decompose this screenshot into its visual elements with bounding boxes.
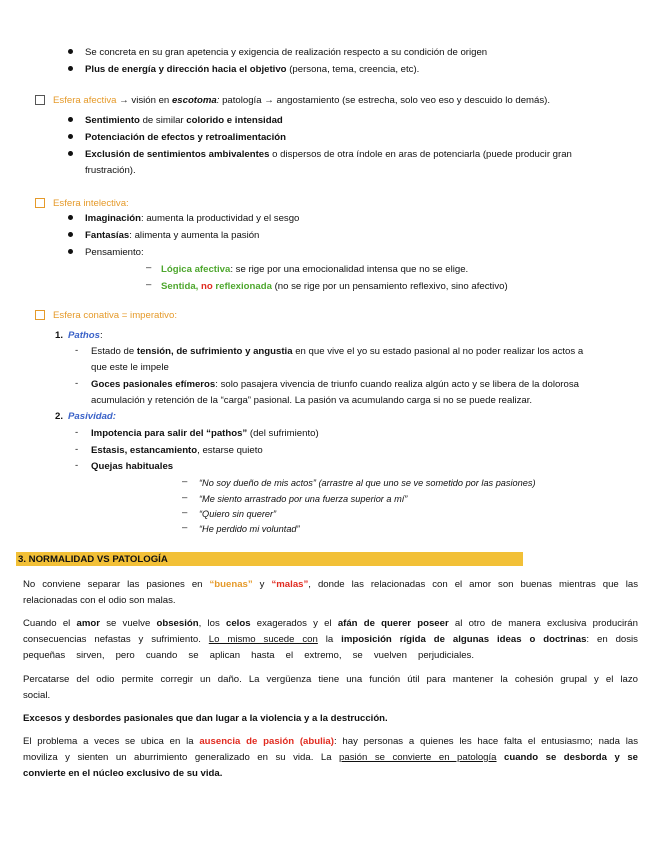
- quote-item: “No soy dueño de mis actos” (arrastre al que uno se ve sometido por las pasiones): [199, 478, 536, 488]
- sub-list-item-continuation: acumulación y retención de la “carga” pasional. La pasión va acumulando carga si no se puede realizar.: [91, 395, 533, 406]
- bullet-icon: [68, 151, 73, 156]
- bullet-icon: [68, 134, 73, 139]
- paragraph-line: convierte en el núcleo exclusivo de su vida.: [23, 768, 223, 779]
- dash-icon: -: [75, 345, 79, 356]
- paragraph: Cuando el amor se vuelve obsesión, los celos exagerados y el afán de querer poseer al otro de manera exclusiva producirán: [23, 618, 638, 629]
- numbered-marker: 1.: [55, 330, 64, 341]
- dash-icon: –: [146, 262, 152, 273]
- bullet-icon: [68, 49, 73, 54]
- dash-icon: -: [75, 460, 79, 471]
- sub-list-item: Impotencia para salir del “pathos” (del sufrimiento): [91, 428, 319, 439]
- section-heading-afectiva: Esfera afectiva → visión en escotoma: patología → angostamiento (se estrecha, solo veo eso y descuido lo demás).: [53, 95, 551, 106]
- list-item: Potenciación de efectos y retroalimentación: [85, 132, 286, 143]
- bullet-icon: [68, 117, 73, 122]
- sub-list-item: Goces pasionales efímeros: solo pasajera vivencia de triunfo cuando realiza algún acto y se libera de la dolorosa: [91, 379, 579, 390]
- sub-list-item: Lógica afectiva: se rige por una emocionalidad intensa que no se elige.: [161, 264, 469, 275]
- checkbox-icon: [35, 198, 45, 208]
- bullet-icon: [68, 232, 73, 237]
- section-heading-intelectiva: Esfera intelectiva:: [53, 198, 129, 209]
- dash-icon: -: [75, 378, 79, 389]
- list-item: Se concreta en su gran apetencia y exigencia de realización respecto a su condición de origen: [85, 47, 488, 58]
- paragraph: Percatarse del odio permite corregir un daño. La vergüenza tiene una función útil para mantener la cohesión grupal y el lazo: [23, 674, 638, 685]
- section-heading-conativa: Esfera conativa = imperativo:: [53, 310, 177, 321]
- paragraph: No conviene separar las pasiones en “buenas” y “malas”, donde las relacionadas con el amor son buenas mientras que las: [23, 579, 639, 590]
- sub-list-item: Sentida, no reflexionada (no se rige por un pensamiento reflexivo, sino afectivo): [161, 281, 508, 292]
- bullet-icon: [68, 249, 73, 254]
- list-item: Imaginación: aumenta la productividad y el sesgo: [85, 213, 300, 224]
- sub-list-item: Quejas habituales: [91, 461, 174, 472]
- list-item-continuation: frustración).: [85, 165, 136, 176]
- paragraph-line: relacionadas con el odio son malas.: [23, 595, 176, 606]
- quote-item: “Quiero sin querer”: [199, 509, 277, 519]
- list-item: Plus de energía y dirección hacia el objetivo (persona, tema, creencia, etc).: [85, 64, 420, 75]
- numbered-marker: 2.: [55, 411, 64, 422]
- list-item: Pensamiento:: [85, 247, 144, 258]
- section-heading: 3. NORMALIDAD VS PATOLOGÍA: [18, 554, 168, 565]
- checkbox-icon: [35, 95, 45, 105]
- paragraph-line: pequeñas sirven, pero cuando se aplican hasta el extremo, se vuelven perjudiciales.: [23, 650, 474, 661]
- numbered-heading-pathos: Pathos:: [68, 330, 103, 341]
- quote-item: “Me siento arrastrado por una fuerza superior a mí”: [199, 494, 408, 504]
- sub-list-item: Estasis, estancamiento, estarse quieto: [91, 445, 263, 456]
- paragraph-line: social.: [23, 690, 51, 701]
- list-item: Sentimiento de similar colorido e intensidad: [85, 115, 283, 126]
- numbered-heading-pasividad: Pasividad:: [68, 411, 116, 422]
- dash-icon: –: [182, 522, 188, 533]
- dash-icon: -: [75, 444, 79, 455]
- paragraph-line: moviliza y sienten un aburrimiento generalizado en su vida. La pasión se convierte en patología cuando se desborda y se: [23, 752, 638, 763]
- paragraph: El problema a veces se ubica en la ausencia de pasión (abulia): hay personas a quienes les hace falta el entusiasmo; nada las: [23, 736, 639, 747]
- dash-icon: –: [146, 279, 152, 290]
- dash-icon: –: [182, 492, 188, 503]
- list-item: Exclusión de sentimientos ambivalentes o dispersos de otra índole en aras de potenciarla (puede producir gran: [85, 149, 572, 160]
- dash-icon: –: [182, 507, 188, 518]
- dash-icon: -: [75, 427, 79, 438]
- bullet-icon: [68, 215, 73, 220]
- sub-list-item-continuation: que este le impele: [91, 362, 169, 373]
- sub-list-item: Estado de tensión, de sufrimiento y angustia en que vive el yo su estado pasional al no poder realizar los actos a: [91, 346, 584, 357]
- bullet-icon: [68, 66, 73, 71]
- list-item: Fantasías: alimenta y aumenta la pasión: [85, 230, 260, 241]
- quote-item: “He perdido mi voluntad”: [199, 524, 300, 534]
- dash-icon: –: [182, 476, 188, 487]
- paragraph: Excesos y desbordes pasionales que dan lugar a la violencia y a la destrucción.: [23, 713, 388, 724]
- checkbox-icon: [35, 310, 45, 320]
- paragraph-line: consecuencias nefastas y sufrimiento. Lo mismo sucede con la imposición rígida de algunas ideas o doctrinas: en dosis: [23, 634, 638, 645]
